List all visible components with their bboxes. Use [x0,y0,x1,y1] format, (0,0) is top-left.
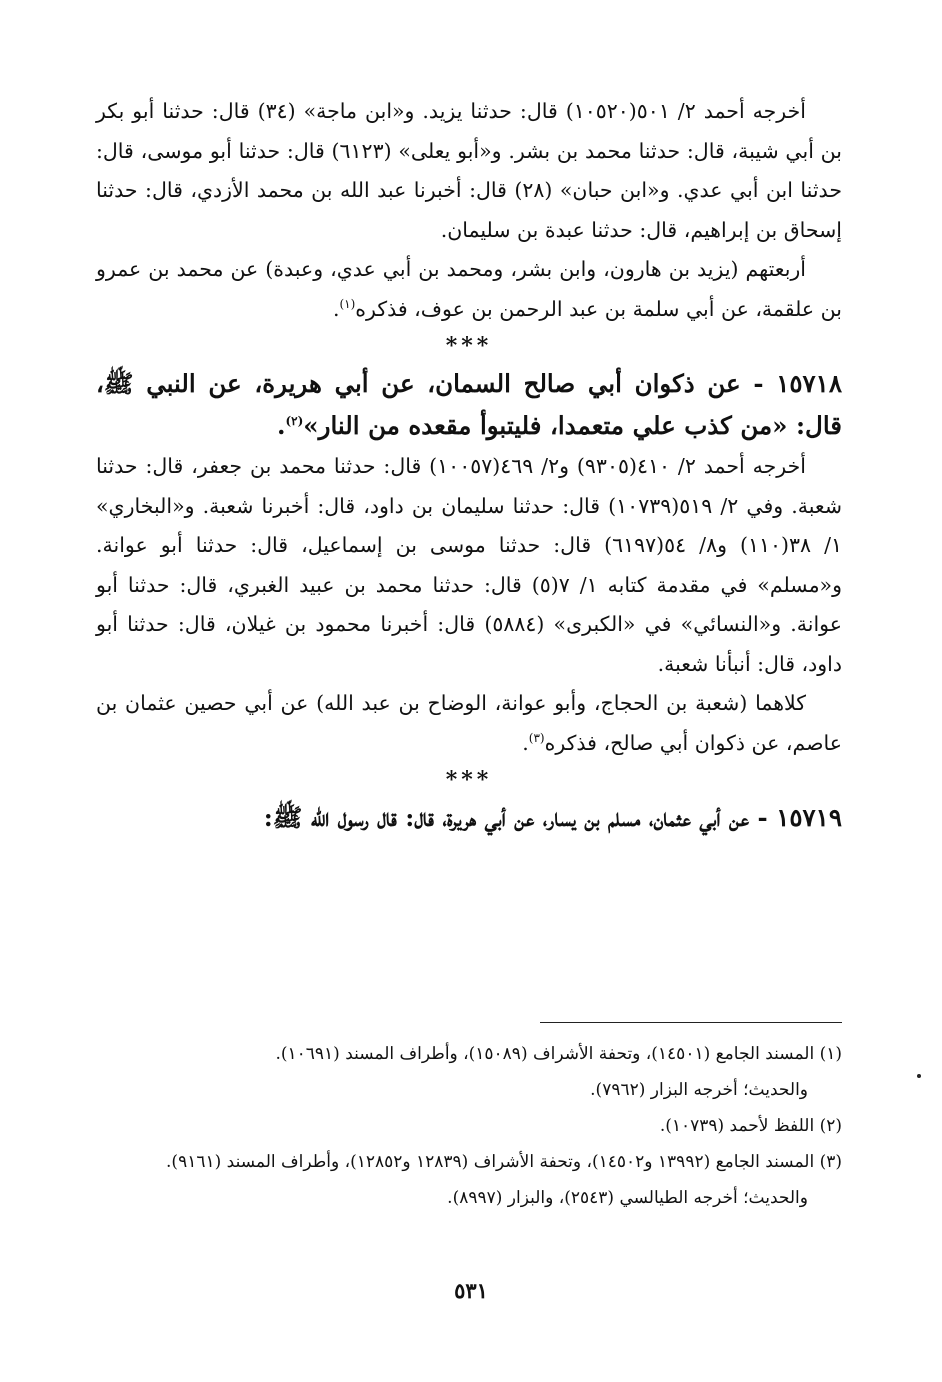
margin-mark [917,1074,921,1078]
footnote-2: (٢) اللفظ لأحمد (١٠٧٣٩). [659,1116,842,1136]
page-number: ٥٣١ [454,1278,488,1303]
section-divider-stars-1: *** [445,333,493,359]
takhrij-paragraph-1: أخرجه أحمد ٢/ ٥٠١(١٠٥٢٠) قال: حدثنا يزيد. و«ابن ماجة» (٣٤) قال: حدثنا أبو بكر بن أبي شيبة، قال: حدثنا محمد بن بشر. و«أبو يعلى» (٦١٢٣) قال: حدثنا أبو موسى، قال: حدثنا ابن أبي عدي. و«ابن حبان» (٢٨) قال: أخبرنا عبد الله بن محمد الأزدي، قال: حدثنا إسحاق بن إبراهيم، قال: حدثنا عبدة بن سليمان. [96,99,842,242]
isnad-summary-text-2: كلاهما (شعبة بن الحجاج، وأبو عوانة، الوضاح بن عبد الله) عن أبي حصين عثمان بن عاصم، عن ذكوان أبي صالح، فذكره [96,691,842,755]
hadith-15719: ١٥٧١٩ - عن أبي عثمان، مسلم بن يسار، عن أبي هريرة، قال: قال رسول الله ﷺ: [263,803,842,832]
isnad-summary-paragraph-2: كلاهما (شعبة بن الحجاج، وأبو عوانة، الوضاح بن عبد الله) عن أبي حصين عثمان بن عاصم، عن ذكوان أبي صالح، فذكره$^{(٣)}$. [96,691,842,755]
footnote-ref-3[interactable]: (٣) [528,730,545,745]
hadith-15718-text: ١٥٧١٨ - عن ذكوان أبي صالح السمان، عن أبي هريرة، عن النبي ﷺ، قال: «من كذب علي متعمدا، فليتبوأ مقعده من النار» [96,369,842,440]
isnad-summary-text-1: أربعتهم (يزيد بن هارون، وابن بشر، ومحمد بن أبي عدي، وعبدة) عن محمد بن عمرو بن علقمة، عن أبي سلمة بن عبد الرحمن بن عوف، فذكره [96,257,842,321]
footnote-3-continuation: والحديث؛ أخرجه الطيالسي (٢٥٤٣)، والبزار (٨٩٩٧). [447,1188,808,1208]
hadith-15718: ١٥٧١٨ - عن ذكوان أبي صالح السمان، عن أبي هريرة، عن النبي ﷺ، قال: «من كذب علي متعمدا، فليتبوأ مقعده من النار»$^{(٢)}$. [96,369,842,440]
footnote-1-continuation: والحديث؛ أخرجه البزار (٧٩٦٢). [590,1080,808,1100]
isnad-summary-paragraph-1: أربعتهم (يزيد بن هارون، وابن بشر، ومحمد بن أبي عدي، وعبدة) عن محمد بن عمرو بن علقمة، عن أبي سلمة بن عبد الرحمن بن عوف، فذكره$^{(١)}$. [96,257,842,321]
section-divider-stars-2: *** [445,767,493,793]
takhrij-paragraph-2: أخرجه أحمد ٢/ ٤١٠(٩٣٠٥) و٢/ ٤٦٩(١٠٠٥٧) قال: حدثنا محمد بن جعفر، قال: حدثنا شعبة. وفي ٢/ ٥١٩(١٠٧٣٩) قال: حدثنا سليمان بن داود، قال: أخبرنا شعبة. و«البخاري» ١/ ٣٨(١١٠) و٨/ ٥٤(٦١٩٧) قال: حدثنا موسى بن إسماعيل، قال: حدثنا أبو عوانة. و«مسلم» في مقدمة كتابه ١/ ٧(٥) قال: حدثنا محمد بن عبيد الغبري، قال: حدثنا أبو عوانة. و«النسائي» في «الكبرى» (٥٨٨٤) قال: أخبرنا محمود بن غيلان، قال: حدثنا أبو داود، قال: أنبأنا شعبة. [96,454,842,676]
footnote-separator-line [540,1022,842,1023]
footnotes-section [104,1036,842,1216]
footnote-ref-2[interactable]: (٢) [285,413,304,428]
footnote-3: (٣) المسند الجامع (١٣٩٩٢ و١٤٥٠٢)، وتحفة الأشراف (١٢٨٣٩ و١٢٨٥٢)، وأطراف المسند (٩١٦١). [166,1152,842,1172]
footnote-ref-1[interactable]: (١) [339,296,356,311]
main-text-body [96,92,842,839]
footnote-1: (١) المسند الجامع (١٤٥٠١)، وتحفة الأشراف (١٥٠٨٩)، وأطراف المسند (١٠٦٩١). [275,1044,842,1064]
